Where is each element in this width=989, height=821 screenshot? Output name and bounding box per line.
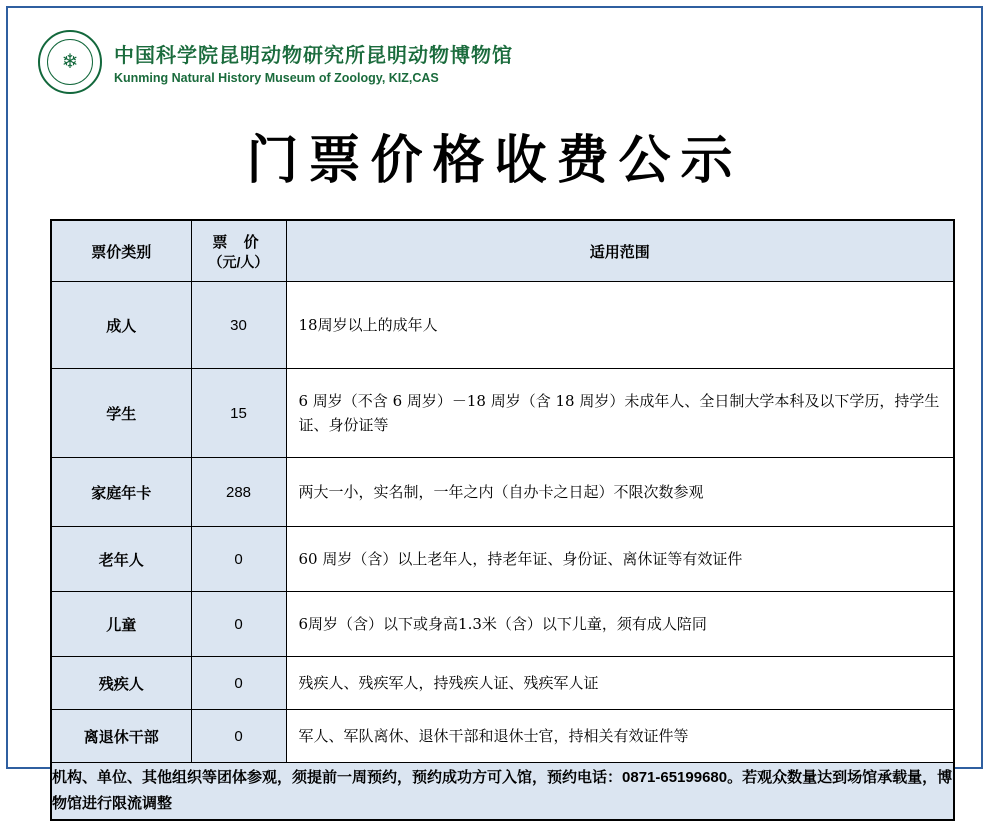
museum-header: [38, 30, 513, 94]
row-price-retired-cadre: 0: [191, 710, 286, 763]
table-row: [51, 458, 954, 527]
page-title: 门票价格收费公示: [246, 131, 743, 191]
table-row: [51, 710, 954, 763]
table-row: [51, 592, 954, 657]
row-price-student: 15: [191, 369, 286, 458]
row-scope-family-card: 两大一小，实名制，一年之内（自办卡之日起）不限次数参观: [286, 458, 954, 527]
ticket-price-table-container: [50, 219, 955, 821]
table-body: [51, 282, 954, 821]
row-category-disabled: 残疾人: [51, 657, 191, 710]
row-price-disabled: 0: [191, 657, 286, 710]
page-frame: [6, 6, 983, 812]
header-price-line2: （元/人）: [208, 253, 269, 270]
header-price-line1: 票 价: [212, 233, 265, 251]
row-category-senior: 老年人: [51, 527, 191, 592]
header-cell-scope: 适用范围: [286, 220, 954, 282]
museum-logo-inner-ring: [47, 39, 93, 85]
table-row: [51, 282, 954, 369]
table-row: [51, 657, 954, 710]
table-header: [51, 220, 954, 282]
table-footnote: 机构、单位、其他组织等团体参观，须提前一周预约，预约成功方可入馆，预约电话：0871-65199680。若观众数量达到场馆承载量，博物馆进行限流调整: [51, 763, 954, 821]
row-scope-child: 6周岁（含）以下或身高1.3米（含）以下儿童，须有成人陪同: [286, 592, 954, 657]
table-row: [51, 369, 954, 458]
museum-logo-icon: [38, 30, 102, 94]
organization-name-en: Kunming Natural History Museum of Zoology, KIZ,CAS: [114, 71, 439, 85]
row-price-child: 0: [191, 592, 286, 657]
row-scope-student: 6 周岁（不含 6 周岁）－18 周岁（含 18 周岁）未成年人、全日制大学本科及以下学历，持学生证、身份证等: [286, 369, 954, 458]
header-cell-price: [191, 220, 286, 282]
row-price-family-card: 288: [191, 458, 286, 527]
museum-logo-glyph: ❄: [61, 51, 79, 73]
ticket-price-table: [50, 219, 955, 821]
row-category-family-card: 家庭年卡: [51, 458, 191, 527]
row-scope-retired-cadre: 军人、军队离休、退休干部和退休士官，持相关有效证件等: [286, 710, 954, 763]
table-row: [51, 527, 954, 592]
table-header-row: [51, 220, 954, 282]
row-category-student: 学生: [51, 369, 191, 458]
row-category-retired-cadre: 离退休干部: [51, 710, 191, 763]
header-cell-category: 票价类别: [51, 220, 191, 282]
organization-names: [114, 39, 513, 85]
row-price-senior: 0: [191, 527, 286, 592]
row-category-child: 儿童: [51, 592, 191, 657]
row-category-adult: 成人: [51, 282, 191, 369]
organization-name-cn: 中国科学院昆明动物研究所昆明动物博物馆: [114, 43, 513, 67]
table-footnote-row: [51, 763, 954, 821]
row-scope-adult: 18周岁以上的成年人: [286, 282, 954, 369]
row-scope-disabled: 残疾人、残疾军人，持残疾人证、残疾军人证: [286, 657, 954, 710]
row-price-adult: 30: [191, 282, 286, 369]
row-scope-senior: 60 周岁（含）以上老年人，持老年证、身份证、离休证等有效证件: [286, 527, 954, 592]
